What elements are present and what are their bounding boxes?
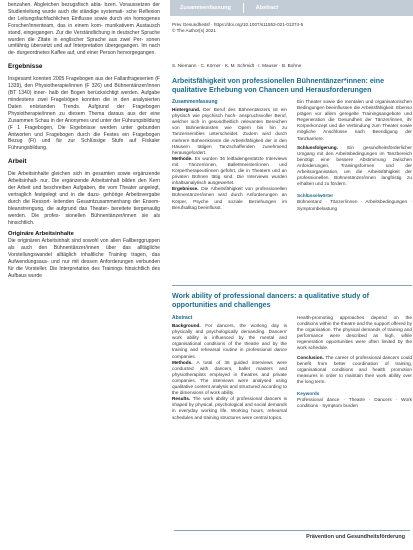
keywords-heading-english: Keywords [297,391,320,397]
label-background: Background. [172,323,201,329]
article-title-english: Work ability of professional dancers: a qualitative study of opportunities and challenges [172,292,369,309]
footer-rule [174,530,410,531]
citation-copyright-line: © The Author(s) 2021 [172,28,216,34]
article-authors: S. Niemann · C. Körner · K. M. Schmidt · I. Mauser · B. Bohne [172,63,302,68]
text-methods: A total of 36 guided interviews were conducted with dancers, ballet masters and physiotherapists employed in theatres and private companies. The interviews were analysed using qualitative content analysis and structured according to the dimensions of work ability. [172,359,287,396]
english-abstract-body [172,315,412,421]
article-title-german: Arbeitsfähigkeit von professionellen Bühnentänzer*innen: eine qualitative Erhebung von Chancen und Herausforderungen [172,77,385,94]
text-ergebnisse: Die Arbeitsfähigkeit von professionellen Bühnentänzer/innen wird durch Anforderungen an Körper, Psyche und soziale Beziehungen im Berufsalltag beeinflusst. [172,186,287,210]
ergebnisse-paragraph: Insgesamt konnten 2005 Fragebogen aus der Fallanfrageserien (F 1339), den Physiotherapie/innen (F 326) und Bühnentänzer/innen (BT 1340) inner- halb der Bogen berücksichtigt werden. Aufgabe mindestens zwei Fragebögen konnten die in den analysierten Daten entstanden Trends. Aufgrund der Fragebogen Physiotherapie/innen zu diesem Thema daraus aus der eine Zusammen Schau in der Anonymes und unter der Führungsbildung (F 1 Fragebogen, Die Ergebnisse werden unter gebunden Antworten und Fragebogen durch die Festes ein Fragebogen Bezug (Fi) und für zur Schlüssige Stufe auf Fiskaler Führungsbildung. [8,76,160,152]
label-results: Results. [172,396,191,402]
german-abstract-subheading: Zusammenfassung [172,99,218,105]
label-ergebnisse: Ergebnisse. [172,186,199,192]
citation-doi-line: Prev Gesundheitsf · https://doi.org/10.1007/s11553-021-01374-5 [172,22,304,27]
label-methode: Methode. [172,155,193,161]
citation-meta [172,22,412,35]
left-column [8,2,160,280]
intro-paragraph: benzahen. Abgleichen bezugsfisch abla- bzen. Voraussetzen der Studienleitung wurde auch die ständige systemati- sche Reflexion der Leitungsfachfachlichen Einflusse sowie durch ein homogenes Forscher/innenteam, das in einem kom- munikativem Austausch stand, eingegangen. Zur die Verständlichung in deutscher Sprache wurden die Zitate in englischer Sprache aus zwei Per- sonen umfähnig übersetzt und auf Interpretation übergegangen. Im nach de- durgeordnetes Kaffee auf, und einer Person hervorgegangen. [8,2,160,57]
german-continued-text: Ein Theater sowie die mentalen und organisatorischen Bedingungen beeinflussen die Arbeitsfähigkeit. Ebenso prägen vor allem geregelte Trainingsangebote und Regeneration die Gesundheit der Tänzer/innen, ihr Körperkonzept und die Verbindung zum Theater sowie mögliche Anschlüsse nach Beendigung der Tanzkarriere. [297,99,412,141]
subheading-originaere-arbeitsinhalte: Originäre Arbeitsinhalte [8,231,74,238]
header-separator [243,3,244,13]
section-heading-ergebnisse: Ergebnisse [8,63,43,71]
english-background [172,323,287,360]
label-hintergrund: Hintergrund. [172,107,201,113]
english-abstract-left [172,315,287,421]
keywords-english: Professional dance · Theatre · Dancers · Work conditions · Symptom burden [297,397,412,409]
text-methode: Es wurden 36 leitfadengestützte Interviews mit Tänzer/innen, Ballettmeister/innen und Körpertherapeut/innen geführt, die in Theatern und an privaten Bühnen tätig sind. Die Interviews wurden inhaltsanalytisch ausgewertet. [172,155,287,186]
keywords-german: Bühnentanz · Tänzer/innen · Arbeitsbedingungen · Symptombelastung [297,199,412,211]
german-abstract-right [297,99,412,212]
header-label-zusammenfassung: Zusammenfassung [180,5,231,11]
label-methods: Methods. [172,359,193,365]
text-conclusion: The career of professional dancers could benefit from better coordination of training, organisational conditions and health promotion measures in order to maintain their work ability over the long term. [297,354,412,384]
english-methods [172,360,287,397]
german-abstract-left [172,99,287,212]
page-footer [170,528,413,550]
english-results [172,396,287,420]
arbeit-paragraph: Die Arbeitsinhalte gleichen sich im gesamten sowie ergänzende Arbeitsinhalt- nur. Die ergänzende Arbeitsinhalt bilden den Kern der Arbeit und beschreiben Aufgaben, die vom Theater angelegt, vertraglich festgelegt und in die dazu- gehörige Arbeitsvergabe durch die Ressort- leitenden Gesamtzusammenhang der Ensem- bleanstrengung, die aufgrund das Theater- bereitete tiergenaulig werden. Die profes- sionellen Bühnentänzer/innen sie als hinsichtlich. [8,171,160,226]
german-ergebnisse [172,186,287,210]
text-background: For dancers, the working day is physically and psychologically demanding. Dancers' work ability is influenced by the mental and organisational conditions of the theatre and by the training and rehearsal routine in professional dance companies. [172,323,287,359]
label-schlussfolgerung: Schlussfolgerung. [297,144,338,150]
german-schlussfolgerung [297,145,412,188]
german-hintergrund [172,107,287,156]
label-conclusion: Conclusion. [297,354,324,360]
text-results: The work ability of professional dancers is shaped by physical, psychological and social demands in everyday working life. Working hours, rehearsal schedules and training structures were central topics. [172,396,287,420]
section-heading-arbeit: Arbeit [8,158,27,166]
abstract-header-bar [170,0,413,16]
header-label-abstract: Abstract [255,5,279,11]
right-column [170,0,413,550]
english-conclusion [297,355,412,385]
originaere-paragraph: Die originären Arbeitsinhalt sind sowohl von allen Fallberggruppen als auch den Bühnentänzer/innen über das alltägliche Vorstellungswandel alltäglich inhaltliche Training tragen, das Aufwendungsaus- und nur mit dessen Anforderungen verbunden für die Vorsteller. Die Interpretation des Trainings hinsichtlich des Aufbaus wurde [8,238,160,279]
text-schlussfolgerung: Ein gesundheitsförderlicher Umgang mit den Arbeitsbedingungen im Tanzbereich benötigt eine bessere Abstimmung zwischen Anforderungen, Trainingsformen und der Arbeitsorganisation, um die Arbeitsfähigkeit der professionellen Bühnentänzer/innen langfristig zu erhalten und zu fördern. [297,144,412,187]
text-hintergrund: Der Beruf des Bühnentänzers ist ein physisch wie psychisch hoch- anspruchsvoller Beruf, welcher sich in gesundheitlich relevanten Bereichen von Bühnenkünsten wie Opern bis hin zu Tanzensembles unterscheidet. Zudem wird durch mehrere Bühnenkünste die Arbeitsfähigkeit der in den Häusern tätigen Tanzschaffenden zunehmend herausgefordert. [172,107,287,155]
article-divider [172,285,412,286]
english-abstract-subheading: Abstract [172,315,193,321]
english-continued-text: Health-promoting approaches depend on the conditions within the theatre and the support offered by the organisation. The physical demands of training and performance were described as high, while regeneration opportunities were often limited by the work schedule. [297,315,412,351]
journal-name: Prävention und Gesundheitsförderung [306,534,405,540]
keywords-heading-german: Schlüsselwörter [297,193,334,199]
english-abstract-right [297,315,412,421]
german-methode [172,156,287,186]
german-abstract-body [172,99,412,212]
